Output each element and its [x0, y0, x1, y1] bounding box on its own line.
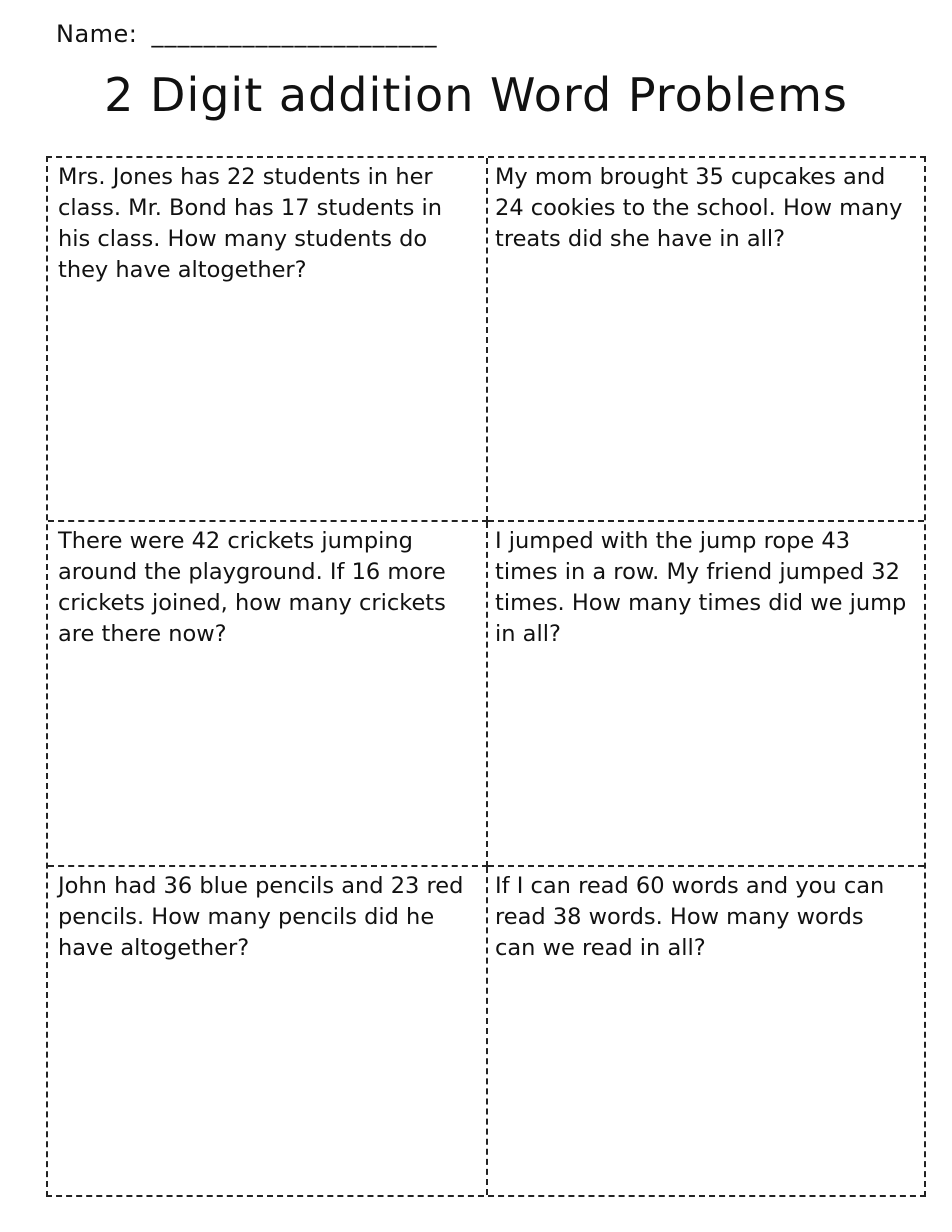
problem-box-3[interactable]	[48, 522, 488, 867]
problem-6-line: can we read in all?	[495, 935, 706, 961]
problem-1-line: they have altogether?	[58, 257, 307, 283]
problem-4-line: in all?	[495, 621, 561, 647]
problem-3-line: crickets joined, how many crickets	[58, 590, 446, 616]
problem-box-1[interactable]	[48, 158, 488, 522]
problem-box-6[interactable]	[488, 867, 924, 1195]
problem-4-line: times. How many times did we jump	[495, 590, 907, 616]
problem-4-line: times in a row. My friend jumped 32	[495, 559, 900, 585]
problem-1-line: Mrs. Jones has 22 students in her	[58, 164, 433, 190]
problem-2-line: treats did she have in all?	[495, 226, 786, 252]
problem-3-line: are there now?	[58, 621, 227, 647]
problem-6-line: read 38 words. How many words	[495, 904, 864, 930]
problem-3-line: around the playground. If 16 more	[58, 559, 446, 585]
problem-box-2[interactable]	[488, 158, 924, 522]
problem-grid	[46, 156, 926, 1197]
problem-1-line: his class. How many students do	[58, 226, 428, 252]
problem-3-line: There were 42 crickets jumping	[58, 528, 413, 554]
problem-2-line: My mom brought 35 cupcakes and	[495, 164, 886, 190]
problem-5-line: have altogether?	[58, 935, 250, 961]
name-field-line	[56, 20, 438, 48]
problem-5-line: John had 36 blue pencils and 23 red	[58, 873, 464, 899]
problem-box-4[interactable]	[488, 522, 924, 867]
problem-4-line: I jumped with the jump rope 43	[495, 528, 851, 554]
problem-6-line: If I can read 60 words and you can	[495, 873, 885, 899]
problem-5-line: pencils. How many pencils did he	[58, 904, 435, 930]
name-blank[interactable]: ______________________	[151, 20, 438, 48]
worksheet-title: 2 Digit addition Word Problems	[104, 68, 848, 122]
problem-box-5[interactable]	[48, 867, 488, 1195]
name-label: Name:	[56, 20, 138, 48]
problem-1-line: class. Mr. Bond has 17 students in	[58, 195, 443, 221]
problem-2-line: 24 cookies to the school. How many	[495, 195, 903, 221]
